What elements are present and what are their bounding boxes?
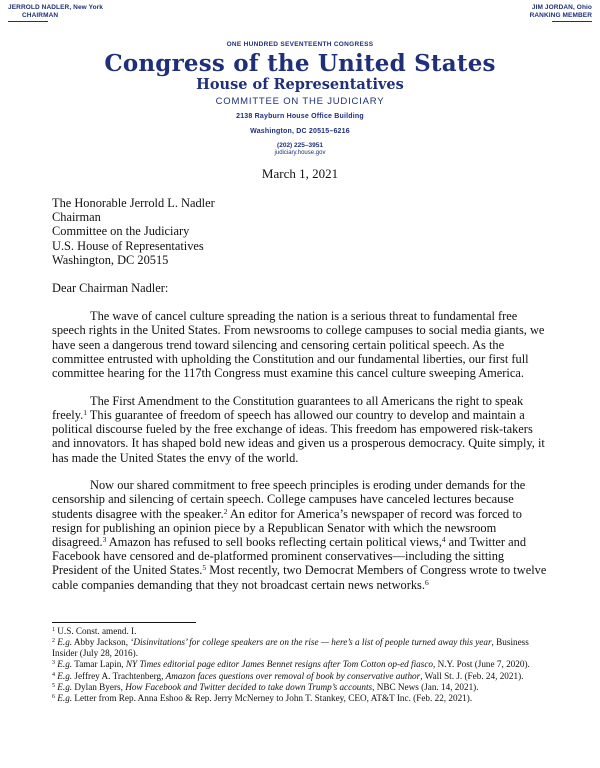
chairman-header [8, 4, 103, 22]
phone-number: (202) 225–3951 [277, 142, 323, 149]
congress-number: ONE HUNDRED SEVENTEENTH CONGRESS [226, 41, 374, 48]
footnote-title: How Facebook and Twitter decided to take down Trump’s accounts [125, 681, 373, 692]
footnote-1 [52, 626, 552, 637]
recipient-address [52, 196, 552, 267]
paragraph-3 [52, 478, 552, 592]
paragraph-text: Now our shared commitment to free speech principles is eroding under demands for the censorship and silencing of certain speech. College campuses have canceled lectures because students disagree with the speaker. [52, 478, 526, 521]
footnote-number: 2 [52, 638, 55, 645]
chairman-underline [8, 21, 48, 22]
footnote-mark: 4 [441, 535, 446, 545]
ranking-member-header [530, 4, 592, 22]
congress-title: Congress of the United States [104, 50, 496, 77]
paragraph-text: Most recently, two Democrat Members of Congress wrote to twelve cable companies demanding that they not broadcast certain news networks. [52, 563, 547, 592]
footnote-author: Tamar Lapin, [72, 659, 126, 670]
salutation: Dear Chairman Nadler: [52, 281, 169, 296]
footnote-4 [52, 671, 552, 682]
footnote-source: , N.Y. Post (June 7, 2020). [433, 659, 530, 670]
recipient-line: Committee on the Judiciary [52, 224, 190, 239]
footnote-source: , Wall St. J. (Feb. 24, 2021). [420, 670, 524, 681]
footnote-eg: E.g. [57, 637, 73, 648]
footnote-2 [52, 637, 552, 659]
footnote-5 [52, 682, 552, 693]
footnote-title: Amazon faces questions over removal of book by conservative author [165, 670, 421, 681]
footnote-6 [52, 693, 552, 704]
footnote-text: U.S. Const. amend. I. [57, 626, 137, 636]
footnote-number: 3 [52, 660, 55, 667]
recipient-line: Washington, DC 20515 [52, 252, 169, 267]
recipient-line: Chairman [52, 210, 101, 225]
footnotes [52, 626, 552, 705]
footnote-author: Dylan Byers, [72, 681, 126, 692]
paragraph-text: This guarantee of freedom of speech has allowed our country to develop and maintain a political discourse fueled by the free exchange of ideas. This freedom has empowered risk-takers and innovators. It has shaped bold new ideas and given us a prosperous democracy. Quite simply, it has made the United States the envy of the world. [52, 407, 545, 465]
letter-date: March 1, 2021 [261, 166, 339, 181]
chairman-name: JERROLD NADLER, New York [8, 4, 103, 11]
footnote-author: Jeffrey A. Trachtenberg, [72, 670, 166, 681]
recipient-line: The Honorable Jerrold L. Nadler [52, 196, 215, 210]
letter-body [52, 196, 552, 605]
ranking-member-name: JIM JORDAN, Ohio [531, 4, 592, 11]
footnote-mark: 1 [83, 407, 87, 417]
footnote-mark: 2 [223, 506, 228, 516]
house-title: House of Representatives [196, 76, 404, 93]
city-address: Washington, DC 20515–6216 [250, 128, 350, 135]
footnote-mark: 3 [102, 535, 107, 545]
footnote-number: 4 [52, 671, 55, 678]
footnote-title: NY Times editorial page editor James Bennet resigns after Tom Cotton op-ed fiasco [125, 659, 433, 670]
footnote-mark: 6 [424, 577, 429, 587]
letterhead [0, 40, 600, 157]
footnote-eg: E.g. [57, 693, 73, 704]
recipient-line: U.S. House of Representatives [52, 238, 204, 253]
chairman-title: CHAIRMAN [22, 12, 59, 19]
footnote-divider [52, 622, 196, 623]
building-address: 2138 Rayburn House Office Building [236, 113, 364, 120]
footnote-title: ‘Disinvitations’ for college speakers are on the rise — here’s a list of people turned away this year [130, 637, 492, 648]
footnote-source: , Business Insider (July 28, 2016). [52, 637, 529, 659]
paragraph-text: An editor for America’s newspaper of record was forced to resign for publishing an opinion piece by a Republican Senator with which the newsroom disagreed. [52, 506, 522, 550]
paragraph-text: Amazon has refused to sell books reflecting certain political views, [106, 535, 442, 550]
footnote-author: Abby Jackson, [72, 637, 131, 648]
committee-name: COMMITTEE ON THE JUDICIARY [215, 96, 385, 107]
footnote-number: 1 [52, 627, 55, 633]
footnote-3 [52, 659, 552, 670]
website: judiciary.house.gov [274, 149, 326, 156]
footnote-number: 5 [52, 682, 55, 689]
paragraph-text: The wave of cancel culture spreading the nation is a serious threat to fundamental free speech rights in the United States. From newsrooms to college campuses to social media giants, we have seen a dangerous trend toward silencing and censoring certain political speech. As the committee entrusted with upholding the Constitution and our fundamental liberties, our first full committee hearing for the 117th Congress must examine this cancel culture sweeping America. [52, 309, 545, 381]
ranking-member-title: RANKING MEMBER [529, 12, 592, 19]
paragraph-text: The First Amendment to the Constitution guarantees to all Americans the right to speak freely. [52, 393, 524, 422]
footnote-source: , NBC News (Jan. 14, 2021). [372, 681, 479, 692]
ranking-member-underline [552, 21, 592, 22]
footnote-eg: E.g. [57, 670, 73, 681]
footnote-number: 6 [52, 694, 55, 701]
footnote-text: Letter from Rep. Anna Eshoo & Rep. Jerry McNerney to John T. Stankey, CEO, AT&T Inc. (Feb. 22, 2021). [72, 693, 473, 704]
paragraph-text: and Twitter and Facebook have censored and de-platformed prominent conservatives—including the sitting President of the United States. [52, 535, 527, 578]
footnote-mark: 5 [202, 563, 207, 573]
paragraph-1 [52, 309, 552, 380]
paragraph-2 [52, 394, 552, 465]
footnote-eg: E.g. [57, 659, 73, 670]
footnote-eg: E.g. [57, 681, 73, 692]
